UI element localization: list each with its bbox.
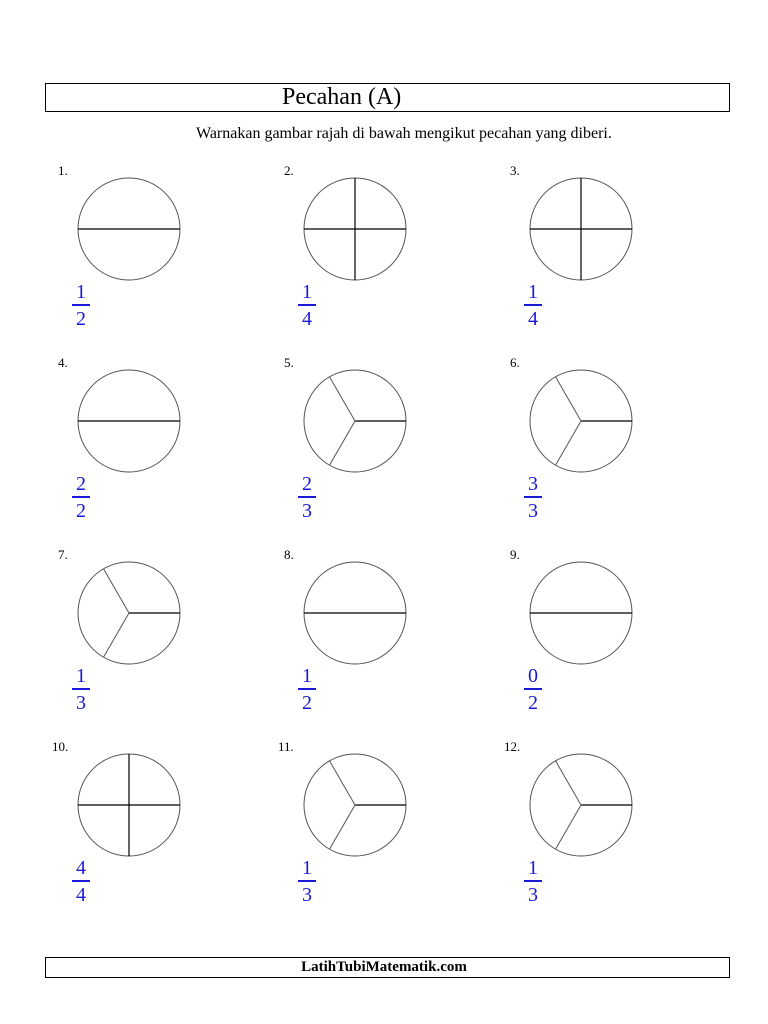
fraction-bar xyxy=(524,496,542,498)
instruction-text: Warnakan gambar rajah di bawah mengikut pecahan yang diberi. xyxy=(196,125,612,142)
numerator: 1 xyxy=(302,857,312,879)
fraction-bar xyxy=(72,496,90,498)
fraction-circle[interactable] xyxy=(528,752,634,858)
problem-12 xyxy=(504,739,730,929)
numerator: 1 xyxy=(76,281,86,303)
fraction-circle[interactable] xyxy=(76,368,182,474)
problem-7 xyxy=(58,547,284,737)
fraction-bar xyxy=(524,304,542,306)
numerator: 1 xyxy=(528,857,538,879)
denominator: 2 xyxy=(76,499,86,522)
fraction-circle[interactable] xyxy=(528,176,634,282)
problem-6 xyxy=(510,355,736,545)
numerator: 0 xyxy=(528,665,538,687)
denominator: 2 xyxy=(528,691,538,714)
fraction-circle[interactable] xyxy=(302,368,408,474)
problem-number: 11. xyxy=(278,739,294,754)
problem-number: 10. xyxy=(52,739,69,754)
fraction-bar xyxy=(298,688,316,690)
denominator: 2 xyxy=(302,691,312,714)
fraction-label xyxy=(298,473,316,522)
problem-number: 3. xyxy=(510,163,520,178)
problem-8 xyxy=(284,547,510,737)
fraction-circle[interactable] xyxy=(76,560,182,666)
problem-number: 7. xyxy=(58,547,68,562)
fraction-label xyxy=(524,281,542,330)
problem-number: 6. xyxy=(510,355,520,370)
problem-10 xyxy=(52,739,278,929)
denominator: 3 xyxy=(76,691,86,714)
problem-9 xyxy=(510,547,736,737)
fraction-bar xyxy=(72,880,90,882)
fraction-bar xyxy=(524,688,542,690)
problem-number: 8. xyxy=(284,547,294,562)
problem-number: 4. xyxy=(58,355,68,370)
fraction-label xyxy=(72,857,90,906)
denominator: 3 xyxy=(528,499,538,522)
fraction-label xyxy=(298,281,316,330)
fraction-label xyxy=(524,857,542,906)
fraction-bar xyxy=(72,688,90,690)
problem-1 xyxy=(58,163,284,353)
fraction-bar xyxy=(72,304,90,306)
denominator: 4 xyxy=(302,307,312,330)
fraction-circle[interactable] xyxy=(302,752,408,858)
problem-4 xyxy=(58,355,284,545)
fraction-circle[interactable] xyxy=(528,560,634,666)
fraction-label xyxy=(298,665,316,714)
problem-number: 12. xyxy=(504,739,521,754)
numerator: 4 xyxy=(76,857,86,879)
numerator: 1 xyxy=(302,665,312,687)
denominator: 4 xyxy=(76,883,86,906)
numerator: 1 xyxy=(302,281,312,303)
fraction-bar xyxy=(298,880,316,882)
numerator: 3 xyxy=(528,473,538,495)
denominator: 3 xyxy=(528,883,538,906)
fraction-label xyxy=(72,665,90,714)
numerator: 2 xyxy=(76,473,86,495)
page-title: Pecahan (A) xyxy=(282,84,402,110)
numerator: 1 xyxy=(528,281,538,303)
fraction-label xyxy=(72,281,90,330)
fraction-circle[interactable] xyxy=(302,176,408,282)
denominator: 3 xyxy=(302,499,312,522)
fraction-bar xyxy=(298,496,316,498)
fraction-label xyxy=(72,473,90,522)
footer-site: LatihTubiMatematik.com xyxy=(301,959,467,975)
denominator: 3 xyxy=(302,883,312,906)
problem-number: 9. xyxy=(510,547,520,562)
numerator: 2 xyxy=(302,473,312,495)
numerator: 1 xyxy=(76,665,86,687)
problem-2 xyxy=(284,163,510,353)
fraction-label xyxy=(298,857,316,906)
problem-number: 1. xyxy=(58,163,68,178)
fraction-circle[interactable] xyxy=(302,560,408,666)
fraction-bar xyxy=(298,304,316,306)
problem-11 xyxy=(278,739,504,929)
problem-number: 5. xyxy=(284,355,294,370)
fraction-circle[interactable] xyxy=(76,752,182,858)
fraction-circle[interactable] xyxy=(76,176,182,282)
fraction-label xyxy=(524,665,542,714)
denominator: 2 xyxy=(76,307,86,330)
problem-number: 2. xyxy=(284,163,294,178)
fraction-label xyxy=(524,473,542,522)
problem-5 xyxy=(284,355,510,545)
fraction-bar xyxy=(524,880,542,882)
fraction-circle[interactable] xyxy=(528,368,634,474)
problem-3 xyxy=(510,163,736,353)
denominator: 4 xyxy=(528,307,538,330)
